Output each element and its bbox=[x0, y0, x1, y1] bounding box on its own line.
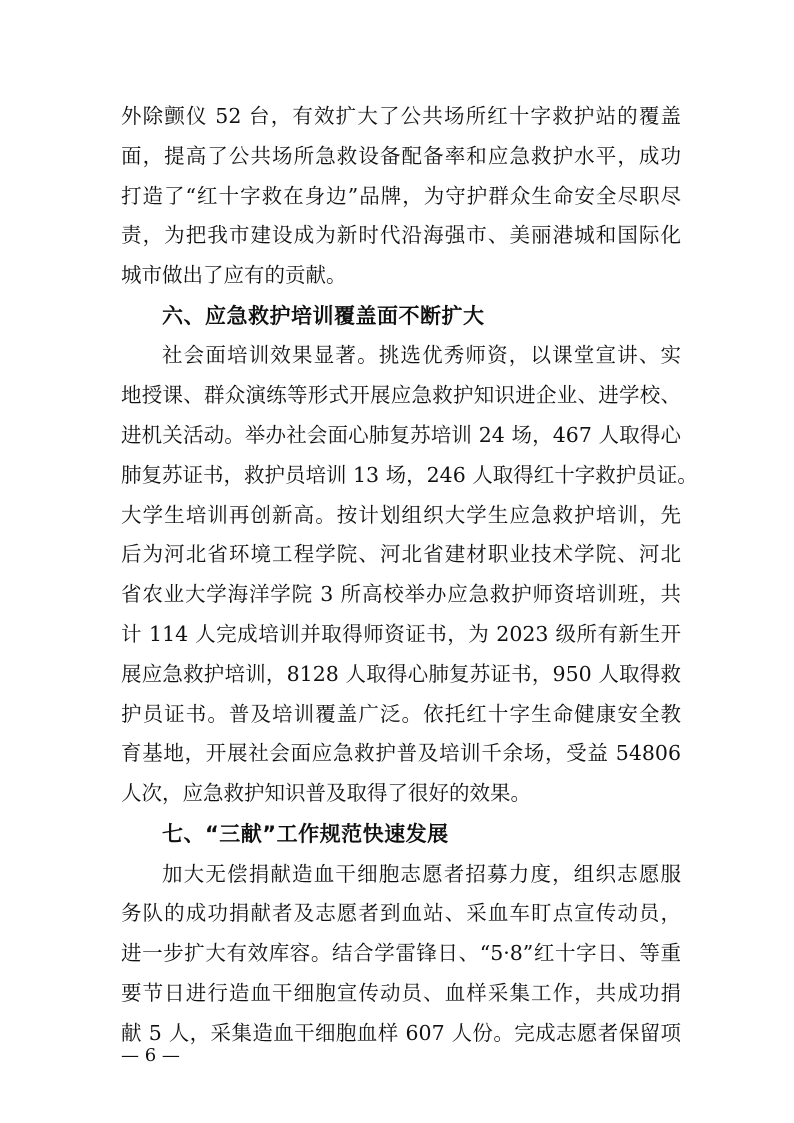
text-line: 育基地，开展社会面应急救护普及培训千余场，受益 54806 bbox=[121, 741, 681, 766]
text-line: 要节日进行造血干细胞宣传动员、血样采集工作，共成功捐 bbox=[121, 980, 681, 1005]
text-line: 人次，应急救护知识普及取得了很好的效果。 bbox=[121, 781, 531, 806]
text-line: 城市做出了应有的贡献。 bbox=[121, 263, 347, 288]
section-6-paragraph bbox=[121, 336, 698, 814]
text-line: 大学生培训再创新高。按计划组织大学生应急救护培训，先 bbox=[121, 502, 681, 527]
text-line: 务队的成功捐献者及志愿者到血站、采血车盯点宣传动员， bbox=[121, 901, 681, 926]
text-line: 献 5 人，采集造血干细胞血样 607 人份。完成志愿者保留项 bbox=[121, 1020, 681, 1045]
text-line: 责，为把我市建设成为新时代沿海强市、美丽港城和国际化 bbox=[121, 223, 681, 248]
section-heading-7: 七、“三献”工作规范快速发展 bbox=[162, 822, 449, 847]
text-line: 面，提高了公共场所急救设备配备率和应急救护水平，成功 bbox=[121, 143, 681, 168]
text-line: 后为河北省环境工程学院、河北省建材职业技术学院、河北 bbox=[121, 542, 681, 567]
text-line: 省农业大学海洋学院 3 所高校举办应急救护师资培训班，共 bbox=[121, 582, 681, 607]
text-line: 肺复苏证书，救护员培训 13 场，246 人取得红十字救护员证。 bbox=[121, 462, 698, 487]
section-7-paragraph bbox=[121, 855, 681, 1054]
text-line: 展应急救护培训，8128 人取得心肺复苏证书，950 人取得救 bbox=[121, 661, 681, 686]
text-line: 外除颤仪 52 台，有效扩大了公共场所红十字救护站的覆盖 bbox=[121, 104, 681, 128]
text-line: 社会面培训效果显著。挑选优秀师资，以课堂宣讲、实 bbox=[162, 343, 681, 368]
text-line: 进机关活动。举办社会面心肺复苏培训 24 场，467 人取得心 bbox=[121, 423, 681, 448]
section-heading-6: 六、应急救护培训覆盖面不断扩大 bbox=[162, 303, 485, 328]
paragraph-continuation bbox=[121, 97, 681, 296]
text-line: 加大无偿捐献造血干细胞志愿者招募力度，组织志愿服 bbox=[162, 861, 681, 886]
text-line: 计 114 人完成培训并取得师资证书，为 2023 级所有新生开 bbox=[121, 622, 681, 647]
document-body bbox=[121, 97, 698, 1054]
text-line: 护员证书。普及培训覆盖广泛。依托红十字生命健康安全教 bbox=[121, 701, 681, 726]
text-line: 地授课、群众演练等形式开展应急救护知识进企业、进学校、 bbox=[121, 383, 681, 408]
text-line: 打造了“红十字救在身边”品牌，为守护群众生命安全尽职尽 bbox=[121, 183, 681, 208]
text-line: 进一步扩大有效库容。结合学雷锋日、“5·8”红十字日、等重 bbox=[121, 941, 681, 966]
page-number: — 6 — bbox=[121, 1045, 180, 1066]
